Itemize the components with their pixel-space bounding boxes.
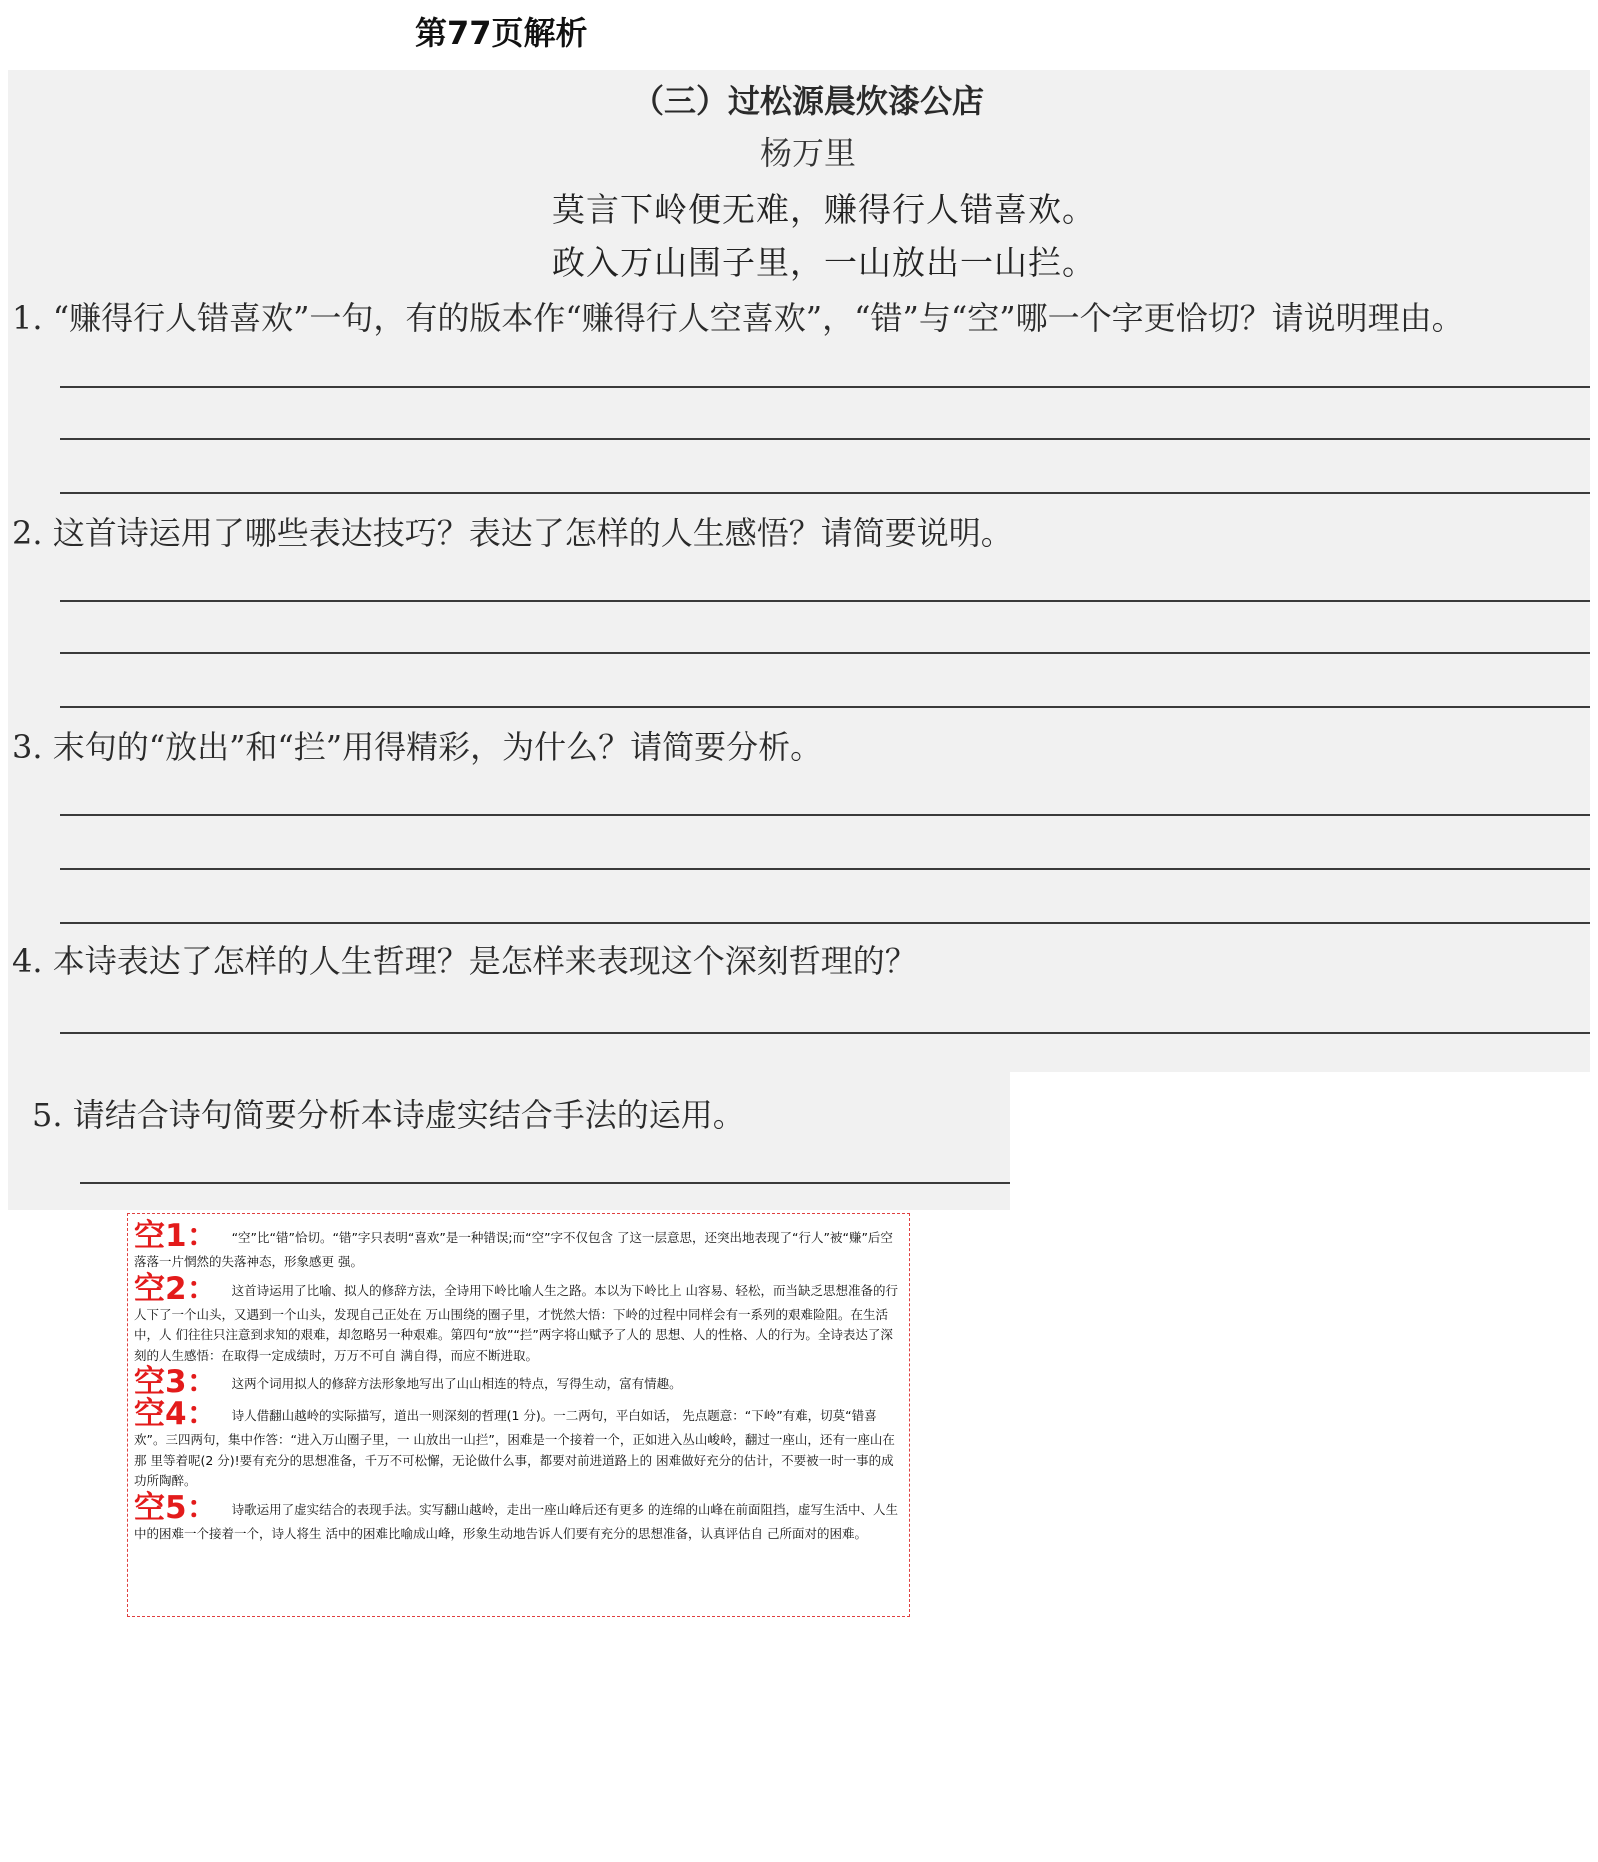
question-3: 3. 末句的“放出”和“拦”用得精彩，为什么？请简要分析。 <box>12 728 823 766</box>
answer-text: 这两个词用拟人的修辞方法形象地写出了山山相连的特点，写得生动，富有情趣。 <box>231 1376 682 1391</box>
answer-text: 诗歌运用了虚实结合的表现手法。实写翻山越岭，走出一座山峰后还有更多 的连绵的山峰在前面阻挡，虚写生活中、人生中的困难一个接着一个，诗人将生 活中的困难比喻成山峰，形象生动地告诉人们要有充分的思想准备，认真评估自 己所面对的困难。 <box>134 1501 899 1541</box>
answer-blank-line <box>60 868 1590 870</box>
answer-label: 空4： <box>134 1396 218 1432</box>
answer-blank-line <box>80 1182 1010 1184</box>
answer-item-4 <box>134 1398 901 1492</box>
question-1: 1. “赚得行人错喜欢”一句，有的版本作“赚得行人空喜欢”，“错”与“空”哪一个字更恰切？请说明理由。 <box>12 299 1464 337</box>
answer-label: 空1： <box>134 1218 218 1254</box>
answer-blank-line <box>60 814 1590 816</box>
answer-blank-line <box>60 652 1590 654</box>
poem-title: （三）过松源晨炊漆公店 <box>632 82 985 120</box>
answer-text: “空”比“错”恰切。“错”字只表明“喜欢”是一种错误;而“空”字不仅包含 了这一层意思，还突出地表现了“行人”被“赚”后空落落一片惘然的失落神态，形象感更 强。 <box>134 1230 893 1269</box>
answer-item-2 <box>134 1270 901 1367</box>
answer-blank-line <box>60 1032 1590 1034</box>
answer-blank-line <box>60 706 1590 708</box>
answer-item-1 <box>134 1220 901 1273</box>
question-2: 2. 这首诗运用了哪些表达技巧？表达了怎样的人生感悟？请简要说明。 <box>12 514 1013 552</box>
answer-label: 空3： <box>134 1364 218 1400</box>
answer-blank-line <box>60 600 1590 602</box>
answer-text: 这首诗运用了比喻、拟人的修辞方法，全诗用下岭比喻人生之路。本以为下岭比上 山容易、轻松，而当缺乏思想准备的行人下了一个山头，又遇到一个山头，发现自己正处在 万山围绕的圈子里，才恍然大悟：下岭的过程中同样会有一系列的艰难险阻。在生活中，人 们往往只注意到求知的艰难，却忽略另一种艰难。第四句“放”“拦”两字将山赋予了人的 思想、人的性格、人的行为。全诗表达了深刻的人生感悟：在取得一定成绩时，万万不可自 满自得，而应不断进取。 <box>134 1282 899 1363</box>
answer-blank-line <box>60 922 1590 924</box>
poem-line: 莫言下岭便无难，赚得行人错喜欢。 <box>552 190 1096 229</box>
answer-label: 空2： <box>134 1270 218 1307</box>
answer-label: 空5： <box>134 1489 218 1526</box>
poem-author: 杨万里 <box>760 134 857 172</box>
answer-blank-line <box>60 438 1590 440</box>
answer-blank-line <box>60 492 1590 494</box>
poem-line: 政入万山围子里，一山放出一山拦。 <box>552 243 1096 282</box>
answer-text: 诗人借翻山越岭的实际描写，道出一则深刻的哲理(1 分)。一二两句，平白如话， 先点题意：“下岭”有难，切莫“错喜欢”。三四两句，集中作答：“进入万山圈子里，一 山放出一山拦”，困难是一个接着一个，正如进入丛山峻岭，翻过一座山，还有一座山在那 里等着呢(2 分)!要有充分的思想准备，千万不可松懈，无论做什么事，都要对前进道路上的 困难做好充分的估计，不要被一时一事的成功所陶醉。 <box>134 1408 895 1488</box>
answer-item-3 <box>134 1366 901 1398</box>
scan-edge <box>1010 1072 1598 1222</box>
question-4: 4. 本诗表达了怎样的人生哲理？是怎样来表现这个深刻哲理的？ <box>12 942 917 980</box>
page-title: 第77页解析 <box>415 14 588 52</box>
answer-key-box <box>127 1213 910 1617</box>
answer-blank-line <box>60 386 1590 388</box>
answer-item-5 <box>134 1489 901 1545</box>
question-5: 5. 请结合诗句简要分析本诗虚实结合手法的运用。 <box>32 1096 745 1134</box>
